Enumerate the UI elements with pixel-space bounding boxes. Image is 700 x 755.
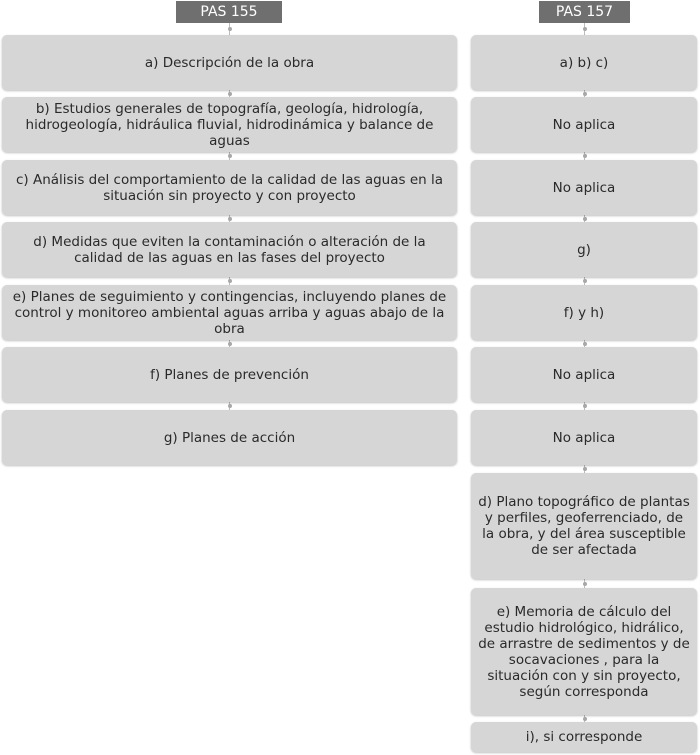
pas157-item-box bbox=[471, 97, 697, 152]
connector-dot bbox=[228, 27, 232, 31]
connector-dot bbox=[228, 154, 232, 158]
pas157-item-box bbox=[471, 35, 697, 90]
pas157-item-box bbox=[471, 160, 697, 215]
pas157-item-text: g) bbox=[577, 241, 591, 258]
connector-dot bbox=[228, 279, 232, 283]
connector-dot bbox=[583, 582, 587, 586]
pas157-item-text: No aplica bbox=[552, 116, 616, 133]
pas155-item-box bbox=[2, 160, 457, 215]
pas155-item-text: a) Descripción de la obra bbox=[144, 54, 315, 71]
pas155-item-box bbox=[2, 97, 457, 152]
pas155-item-text: f) Planes de prevención bbox=[150, 366, 309, 383]
connector-dot bbox=[583, 154, 587, 158]
pas157-item-box bbox=[471, 285, 697, 340]
pas157-item-text: No aplica bbox=[552, 179, 616, 196]
pas157-item-text: i), si corresponde bbox=[525, 729, 643, 745]
pas155-item-box bbox=[2, 410, 457, 465]
pas157-item-text: f) y h) bbox=[563, 304, 605, 321]
pas157-item-text: a) b) c) bbox=[559, 54, 609, 71]
pas157-item-box bbox=[471, 473, 697, 579]
pas157-item-text: e) Memoria de cálculo del estudio hidrológico, hidrálico, de arrastre de sedimentos y de socavaciones , para la situación con y sin proyecto, según corresponda bbox=[478, 603, 690, 700]
connector-dot bbox=[583, 92, 587, 96]
connector-dot bbox=[583, 27, 587, 31]
connector-dot bbox=[228, 92, 232, 96]
connector-dot bbox=[583, 467, 587, 471]
pas155-item-text: g) Planes de acción bbox=[163, 429, 296, 446]
pas155-item-box bbox=[2, 285, 457, 340]
connector-dot bbox=[583, 717, 587, 721]
pas155-item-text: e) Planes de seguimiento y contingencias, incluyendo planes de control y monitoreo ambiental aguas arriba y aguas abajo de la obra bbox=[12, 288, 447, 337]
pas155-item-box bbox=[2, 222, 457, 277]
pas155-item-box bbox=[2, 347, 457, 402]
pas157-item-text: d) Plano topográfico de plantas y perfiles, geoferrenciado, de la obra, y del área susceptible de ser afectada bbox=[478, 494, 690, 558]
pas-157-header: PAS 157 bbox=[539, 1, 630, 23]
connector-dot bbox=[583, 217, 587, 221]
pas155-item-text: b) Estudios generales de topografía, geología, hidrología, hidrogeología, hidráulica fluvial, hidrodinámica y balance de aguas bbox=[25, 100, 434, 149]
pas-155-header: PAS 155 bbox=[176, 1, 282, 23]
pas157-item-text: No aplica bbox=[552, 429, 616, 446]
connector-dot bbox=[583, 404, 587, 408]
pas157-item-box bbox=[471, 588, 697, 715]
pas157-item-box bbox=[471, 722, 697, 752]
pas155-item-text: d) Medidas que eviten la contaminación o alteración de la calidad de las aguas en las fases del proyecto bbox=[33, 233, 426, 266]
pas155-item-box bbox=[2, 35, 457, 90]
pas157-item-text: No aplica bbox=[552, 366, 616, 383]
connector-dot bbox=[228, 404, 232, 408]
pas157-item-box bbox=[471, 410, 697, 465]
connector-dot bbox=[583, 279, 587, 283]
connector-dot bbox=[583, 342, 587, 346]
pas155-item-text: c) Análisis del comportamiento de la calidad de las aguas en la situación sin proyecto y con proyecto bbox=[15, 171, 444, 204]
connector-dot bbox=[228, 217, 232, 221]
pas157-item-box bbox=[471, 347, 697, 402]
connector-dot bbox=[228, 342, 232, 346]
pas157-item-box bbox=[471, 222, 697, 277]
